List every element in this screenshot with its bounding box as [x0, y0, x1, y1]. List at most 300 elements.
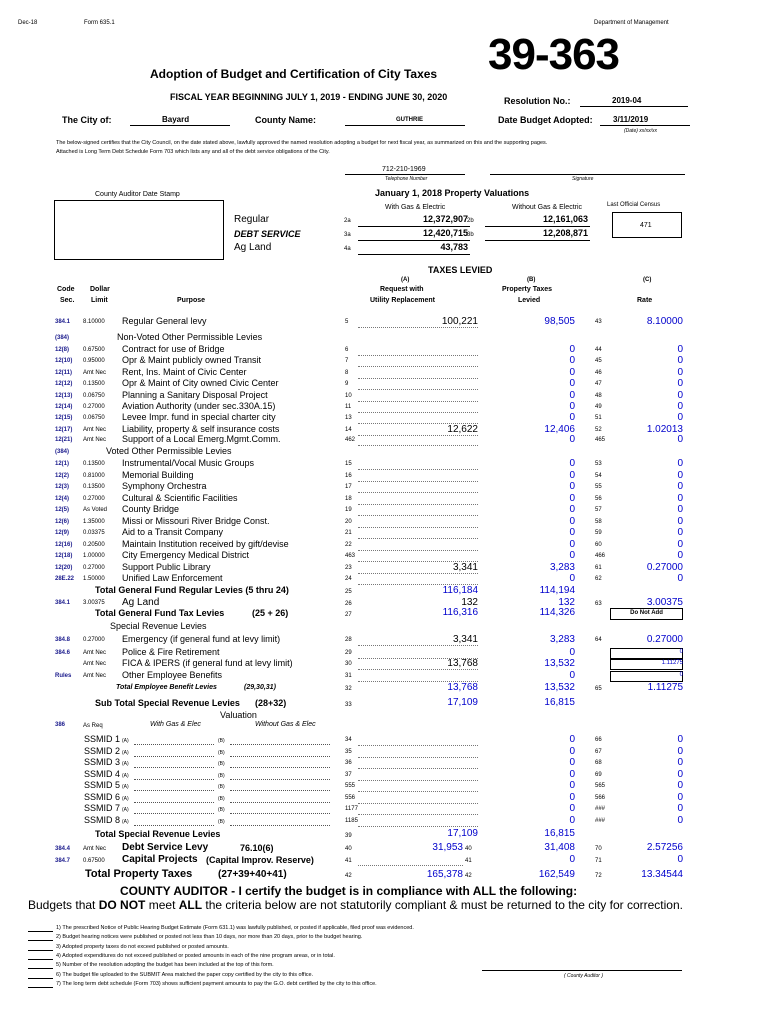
- capital-b[interactable]: 0: [569, 854, 575, 865]
- levy-limit: 0.27000: [83, 404, 105, 410]
- auditor-warning: Budgets that DO NOT meet ALL the criteria below are not statutorily compliant & must be returned to the city for correction.: [28, 898, 683, 912]
- levy-rate-value[interactable]: 0: [677, 344, 683, 355]
- levy-levied-value[interactable]: 0: [569, 516, 575, 527]
- benefit-a[interactable]: 13,768: [447, 682, 478, 693]
- levy-purpose: Unified Law Enforcement: [122, 573, 223, 583]
- line-number: 6: [345, 347, 349, 353]
- levy-request-value[interactable]: 100,221: [441, 316, 478, 327]
- levy-request-field[interactable]: [358, 574, 478, 585]
- line-number: 30: [345, 661, 352, 667]
- levy-request-field[interactable]: [358, 471, 478, 482]
- levy-request-value[interactable]: 3,341: [452, 562, 478, 573]
- ssmid-b-tag: (B): [218, 738, 225, 744]
- levy-levied-value[interactable]: 98,505: [544, 316, 575, 327]
- tsr-b[interactable]: 16,815: [544, 828, 575, 839]
- ssmid-rate-value[interactable]: 0: [677, 792, 683, 803]
- ssmid-a-tag: (A): [122, 761, 129, 767]
- line-number: 47: [595, 381, 602, 387]
- levy-rate-value[interactable]: 0: [677, 493, 683, 504]
- auditor-item: 6) The budget file uploaded to the SUBMIT Area matched the paper copy certified by the city to this office.: [56, 971, 314, 978]
- city-label: The City of:: [62, 115, 112, 125]
- levy-limit: 0.20500: [83, 542, 105, 548]
- levy-rate-value[interactable]: 0: [677, 573, 683, 584]
- ssmid-with-field[interactable]: [134, 802, 214, 803]
- line-number: 49: [595, 404, 602, 410]
- levy-code: 12(9): [55, 530, 70, 536]
- ssmid-levied-value[interactable]: 0: [569, 815, 575, 826]
- line-number: 34: [345, 737, 352, 743]
- special-levied-value[interactable]: 13,532: [544, 658, 575, 669]
- gf-total-label: Total General Fund Regular Levies (5 thru 24): [95, 585, 289, 595]
- ssmid-rate-value[interactable]: 0: [677, 734, 683, 745]
- line-number: 43: [595, 319, 602, 325]
- ssmid-levied-value[interactable]: 0: [569, 769, 575, 780]
- levy-levied-value[interactable]: 12,406: [544, 424, 575, 435]
- auditor-item: 5) Number of the resolution adopting the budget has been included at the top of this form.: [56, 962, 274, 969]
- ssmid-rate-value[interactable]: 0: [677, 757, 683, 768]
- ssmid-levied-value[interactable]: 0: [569, 734, 575, 745]
- debt-levy-b[interactable]: 31,408: [544, 842, 575, 853]
- line-number: 565: [595, 783, 606, 789]
- special-limit: Amt Nec: [83, 661, 107, 667]
- ag-with[interactable]: 43,783: [440, 242, 468, 252]
- line-number: 17: [345, 484, 352, 490]
- levy-request-field[interactable]: [358, 540, 478, 551]
- levy-code: 12(20): [55, 565, 73, 571]
- levy-rate-value[interactable]: 1.02013: [646, 424, 683, 435]
- special-levied-value[interactable]: 0: [569, 647, 575, 658]
- ssmid-a-tag: (A): [122, 819, 129, 825]
- levy-purpose: Regular General levy: [122, 316, 207, 326]
- total-taxes-c[interactable]: 13.34544: [641, 869, 683, 880]
- auditor-item: 1) The prescribed Notice of Public Hearing Budget Estimate (Form 631.1) was lawfully published, or posted if applicable, filed proof was evidenced.: [56, 925, 414, 931]
- line-number: 28: [345, 637, 352, 643]
- special-purpose: Police & Fire Retirement: [122, 647, 220, 657]
- levy-levied-value[interactable]: 0: [569, 539, 575, 550]
- ssmid-rate-value[interactable]: 0: [677, 780, 683, 791]
- levy-request-field[interactable]: [358, 482, 478, 493]
- ssmid-label: SSMID 2: [84, 746, 121, 756]
- levy-request-field[interactable]: [358, 356, 478, 367]
- line-number: 463: [345, 553, 356, 559]
- total-taxes-b[interactable]: 162,549: [538, 869, 575, 880]
- levy-code: 12(12): [55, 381, 73, 387]
- levy-request-field[interactable]: [358, 528, 478, 539]
- levy-rate-value[interactable]: 0: [677, 401, 683, 412]
- ssmid-levied-value[interactable]: 0: [569, 780, 575, 791]
- levy-limit: 0.67500: [83, 347, 105, 353]
- line-number: 53: [595, 461, 602, 467]
- census-value[interactable]: 471: [640, 222, 652, 229]
- levy-code: 384.1: [55, 319, 71, 325]
- certify-text-1: The below-signed certifies that the City Council, on the date stated above, lawfully approved the named resolution adopting a budget for next fiscal year, as summarized on this and the supporting pages.: [56, 140, 548, 146]
- auditor-item: 2) Budget hearing notices were published or posted not less than 10 days, nor more than 20 days, prior to the budget hearing.: [56, 934, 363, 941]
- levy-purpose: City Emergency Medical District: [122, 550, 250, 560]
- auditor-check-field[interactable]: [28, 959, 53, 960]
- line-number: 31: [345, 673, 352, 679]
- ssmid-levied-value[interactable]: 0: [569, 757, 575, 768]
- debt-levy-a[interactable]: 31,953: [432, 842, 463, 853]
- ssmid-label: SSMID 7: [84, 803, 121, 813]
- ssmid-label: SSMID 5: [84, 780, 121, 790]
- levy-request-field[interactable]: [358, 435, 478, 446]
- special-purpose: FICA & IPERS (if general fund at levy limit): [122, 658, 293, 668]
- levy-rate-value[interactable]: 0: [677, 390, 683, 401]
- ssmid-request-field[interactable]: [358, 793, 478, 804]
- levy-request-field[interactable]: [358, 379, 478, 390]
- levy-purpose: Maintain Institution received by gift/devise: [122, 539, 289, 549]
- line-number: 64: [595, 637, 602, 643]
- line-number: 52: [595, 427, 602, 433]
- employee-benefit-label: Total Employee Benefit Levies: [116, 684, 217, 691]
- debt-without[interactable]: 12,208,871: [542, 228, 588, 238]
- levy-request-field[interactable]: [358, 413, 478, 424]
- levy-rate-value[interactable]: 0: [677, 481, 683, 492]
- levy-purpose: Support Public Library: [122, 562, 211, 572]
- special-levied-value[interactable]: 0: [569, 670, 575, 681]
- levy-limit: 1.35000: [83, 519, 105, 525]
- levy-levied-value[interactable]: 0: [569, 493, 575, 504]
- levy-code: 12(14): [55, 404, 73, 410]
- levy-purpose: Rent, Ins. Maint of Civic Center: [122, 367, 247, 377]
- line-number: 55: [595, 484, 602, 490]
- levy-limit: As Voted: [83, 507, 108, 513]
- line-number: 18: [345, 496, 352, 502]
- special-levied-value[interactable]: 3,283: [549, 634, 575, 645]
- line-number: 9: [345, 381, 349, 387]
- ssmid-request-field[interactable]: [358, 758, 478, 769]
- ssmid-a-tag: (A): [122, 796, 129, 802]
- special-request-field[interactable]: [358, 635, 478, 646]
- line-number: 37: [345, 772, 352, 778]
- levy-purpose: Symphony Orchestra: [122, 481, 207, 491]
- ssmid-a-tag: (A): [122, 807, 129, 813]
- ssmid-with-field[interactable]: [134, 790, 214, 791]
- benefit-b[interactable]: 13,532: [544, 682, 575, 693]
- levy-levied-value[interactable]: 3,283: [549, 562, 575, 573]
- levy-levied-value[interactable]: 0: [569, 504, 575, 515]
- tsr-a[interactable]: 17,109: [447, 828, 478, 839]
- line-number: 19: [345, 507, 352, 513]
- levy-purpose: Contract for use of Bridge: [122, 344, 225, 354]
- levy-code: 12(21): [55, 437, 73, 443]
- line-number: 36: [345, 760, 352, 766]
- ssmid-rate-value[interactable]: 0: [677, 746, 683, 757]
- line-number: 48: [595, 393, 602, 399]
- gf-tax-levies-a[interactable]: 116,316: [442, 607, 478, 618]
- levy-purpose: County Bridge: [122, 504, 180, 514]
- regular-with[interactable]: 12,372,907: [422, 214, 468, 224]
- levy-levied-value[interactable]: 0: [569, 550, 575, 561]
- census-label: Last Official Census: [607, 202, 661, 208]
- line-number: 59: [595, 530, 602, 536]
- levy-code: 12(17): [55, 427, 73, 433]
- regular-without[interactable]: 12,161,063: [542, 214, 588, 224]
- auditor-check-field[interactable]: [28, 950, 53, 951]
- ssmid-without-field[interactable]: [230, 825, 330, 826]
- ssmid-b-tag: (B): [218, 819, 225, 825]
- line-number: 54: [595, 473, 602, 479]
- special-purpose: Emergency (if general fund at levy limit): [122, 634, 281, 644]
- date-adopted-label: Date Budget Adopted:: [498, 115, 593, 125]
- levy-rate-value[interactable]: 0: [677, 516, 683, 527]
- date-adopted-value[interactable]: 3/11/2019: [613, 115, 649, 124]
- levy-rate-value[interactable]: 0: [677, 470, 683, 481]
- ssmid-without-field[interactable]: [230, 790, 330, 791]
- levy-rate-value[interactable]: 0: [677, 434, 683, 445]
- line-number: 61: [595, 565, 602, 571]
- auditor-check-field[interactable]: [28, 940, 53, 941]
- levy-request-field[interactable]: [358, 494, 478, 505]
- line-number: ###: [595, 818, 606, 824]
- line-number: 5: [345, 319, 349, 325]
- levy-request-field[interactable]: [358, 368, 478, 379]
- ag-land-b[interactable]: 132: [558, 597, 575, 608]
- line-number: 44: [595, 347, 602, 353]
- levy-request-field[interactable]: [358, 402, 478, 413]
- stamp-label: County Auditor Date Stamp: [95, 191, 180, 198]
- ssmid-with-field[interactable]: [134, 813, 214, 814]
- levy-code: 12(6): [55, 519, 70, 525]
- auditor-check-field[interactable]: [28, 968, 53, 969]
- levy-rate-value[interactable]: 0: [677, 539, 683, 550]
- levy-purpose: Support of a Local Emerg.Mgmt.Comm.: [122, 434, 281, 444]
- line-number: 66: [595, 737, 602, 743]
- levy-request-field[interactable]: [358, 317, 478, 328]
- line-number: 556: [345, 795, 356, 801]
- line-number: 10: [345, 393, 352, 399]
- ssmid-request-field[interactable]: [358, 804, 478, 815]
- levy-rate-value[interactable]: 0: [677, 550, 683, 561]
- levy-purpose: Instrumental/Vocal Music Groups: [122, 458, 255, 468]
- ssmid-without-field[interactable]: [230, 756, 330, 757]
- ssmid-a-tag: (A): [122, 773, 129, 779]
- without-gas-header: Without Gas & Electric: [512, 204, 583, 211]
- levy-code: 28E.22: [55, 576, 75, 582]
- levy-levied-value[interactable]: 0: [569, 573, 575, 584]
- levy-code: 12(11): [55, 370, 73, 376]
- special-purpose: Other Employee Benefits: [122, 670, 223, 680]
- auditor-check-field[interactable]: [28, 931, 53, 932]
- levy-code: 12(10): [55, 358, 73, 364]
- ssmid-request-field[interactable]: [358, 747, 478, 758]
- levy-levied-value[interactable]: 0: [569, 355, 575, 366]
- auditor-item: 7) The long term debt schedule (Form 703) shows sufficient payment amounts to pay the G.O. debt certified by the city to this office.: [56, 980, 377, 987]
- subtotal-label: Sub Total Special Revenue Levies: [95, 698, 240, 708]
- gf-total-a[interactable]: 116,184: [442, 585, 478, 596]
- ssmid-a-tag: (A): [122, 784, 129, 790]
- ag-land-a[interactable]: 132: [461, 597, 478, 608]
- levy-levied-value[interactable]: 0: [569, 481, 575, 492]
- special-rate-value[interactable]: 0: [679, 649, 683, 655]
- levy-levied-value[interactable]: 0: [569, 470, 575, 481]
- debt-with[interactable]: 12,420,715: [422, 228, 468, 238]
- line-number: 56: [595, 496, 602, 502]
- gf-tax-levies-b[interactable]: 114,326: [539, 607, 575, 618]
- levy-rate-value[interactable]: 0.27000: [646, 562, 683, 573]
- levy-levied-value[interactable]: 0: [569, 390, 575, 401]
- subtotal-a[interactable]: 17,109: [447, 697, 478, 708]
- levy-limit: Amt Nec: [83, 427, 107, 433]
- levy-request-field[interactable]: [358, 459, 478, 470]
- ssmid-without-field[interactable]: [230, 779, 330, 780]
- signature-label: Signature: [572, 176, 594, 182]
- line-number: 22: [345, 542, 352, 548]
- ssmid-rate-value[interactable]: 0: [677, 803, 683, 814]
- levy-limit: 1.00000: [83, 553, 105, 559]
- levy-limit: Amt Nec: [83, 437, 107, 443]
- levy-rate-value[interactable]: 0: [677, 355, 683, 366]
- special-request-field[interactable]: [358, 671, 478, 682]
- levy-limit: 0.13500: [83, 484, 105, 490]
- ssmid-label: SSMID 6: [84, 792, 121, 802]
- line-number: 57: [595, 507, 602, 513]
- levy-rate-value[interactable]: 0: [677, 367, 683, 378]
- ssmid-label: SSMID 3: [84, 757, 121, 767]
- ssmid-with-field[interactable]: [134, 767, 214, 768]
- ssmid-a-tag: (A): [122, 750, 129, 756]
- auditor-check-field[interactable]: [28, 987, 53, 988]
- with-gas-header: With Gas & Electric: [385, 204, 446, 211]
- subtotal-b[interactable]: 16,815: [544, 697, 575, 708]
- levy-rate-value[interactable]: 8.10000: [646, 316, 683, 327]
- line-number: 20: [345, 519, 352, 525]
- date-format-hint: (Date) xx/xx/xx: [624, 128, 658, 134]
- ssmid-levied-value[interactable]: 0: [569, 803, 575, 814]
- total-special-revenue-label: Total Special Revenue Levies: [95, 829, 221, 839]
- levy-request-field[interactable]: [358, 551, 478, 562]
- levy-request-field[interactable]: [358, 517, 478, 528]
- fiscal-year: FISCAL YEAR BEGINNING JULY 1, 2019 - ENDING JUNE 30, 2020: [170, 92, 448, 102]
- levy-limit: 0.27000: [83, 496, 105, 502]
- line-number: 58: [595, 519, 602, 525]
- line-number: ###: [595, 806, 606, 812]
- ssmid-with-field[interactable]: [134, 744, 214, 745]
- levy-levied-value[interactable]: 0: [569, 458, 575, 469]
- page-title: Adoption of Budget and Certification of City Taxes: [150, 67, 438, 81]
- levy-rate-value[interactable]: 0: [677, 412, 683, 423]
- levy-request-field[interactable]: [358, 505, 478, 516]
- levy-code: 12(18): [55, 553, 73, 559]
- valuation-heading: Valuation: [220, 710, 257, 720]
- levy-code: 12(16): [55, 542, 73, 548]
- ag-land-levy-label: Ag Land: [122, 597, 160, 608]
- auditor-item: 3) Adopted property taxes do not exceed published or posted amounts.: [56, 943, 229, 950]
- levy-levied-value[interactable]: 0: [569, 378, 575, 389]
- capital-c[interactable]: 0: [677, 854, 683, 865]
- ssmid-without-field[interactable]: [230, 813, 330, 814]
- line-number: 23: [345, 565, 352, 571]
- levy-request-value[interactable]: 12,622: [447, 424, 478, 435]
- levy-limit: 1.50000: [83, 576, 105, 582]
- ag-land-c[interactable]: 3.00375: [646, 597, 683, 608]
- ssmid-a-tag: (A): [122, 738, 129, 744]
- levy-limit: 0.06750: [83, 393, 105, 399]
- levy-request-field[interactable]: [358, 563, 478, 574]
- line-number: 60: [595, 542, 602, 548]
- ssmid-without-field[interactable]: [230, 767, 330, 768]
- ssmid-with-field[interactable]: [134, 825, 214, 826]
- ssmid-rate-value[interactable]: 0: [677, 769, 683, 780]
- ssmid-request-field[interactable]: [358, 816, 478, 827]
- levy-limit: 0.13500: [83, 381, 105, 387]
- ssmid-levied-value[interactable]: 0: [569, 792, 575, 803]
- levy-rate-value[interactable]: 0: [677, 504, 683, 515]
- debt-service-label: DEBT SERVICE: [234, 229, 301, 239]
- special-rate-value[interactable]: 0: [679, 672, 683, 678]
- special-limit: 0.27000: [83, 637, 105, 643]
- special-request-field[interactable]: [358, 659, 478, 670]
- phone-label: Telephone Number: [385, 176, 428, 182]
- levy-code: 12(1): [55, 461, 70, 467]
- ssmid-levied-value[interactable]: 0: [569, 746, 575, 757]
- levy-section-heading: Voted Other Permissible Levies: [106, 446, 232, 456]
- levy-rate-value[interactable]: 0: [677, 378, 683, 389]
- levy-levied-value[interactable]: 0: [569, 412, 575, 423]
- ssmid-with-field[interactable]: [134, 779, 214, 780]
- debt-levy-c[interactable]: 2.57256: [646, 842, 683, 853]
- ssmid-label: SSMID 1: [84, 734, 121, 744]
- line-number: 45: [595, 358, 602, 364]
- county-value[interactable]: GUTHRIE: [396, 117, 423, 123]
- phone-value[interactable]: 712-210-1969: [382, 166, 426, 173]
- line-number: 15: [345, 461, 352, 467]
- ssmid-label: SSMID 8: [84, 815, 121, 825]
- line-number: 29: [345, 650, 352, 656]
- benefit-c[interactable]: 1.11275: [647, 682, 683, 693]
- line-number: 46: [595, 370, 602, 376]
- line-number: 1185: [345, 818, 358, 824]
- auditor-signature-label: ( County Auditor ): [564, 973, 603, 979]
- ssmid-request-field[interactable]: [358, 781, 478, 792]
- special-request-value[interactable]: 13,768: [447, 658, 478, 669]
- resolution-value[interactable]: 2019-04: [612, 96, 642, 105]
- special-rate-value[interactable]: 0.27000: [646, 634, 683, 645]
- levy-levied-value[interactable]: 0: [569, 527, 575, 538]
- levy-levied-value[interactable]: 0: [569, 434, 575, 445]
- levy-request-field[interactable]: [358, 391, 478, 402]
- levy-rate-value[interactable]: 0: [677, 527, 683, 538]
- special-code: 384.6: [55, 650, 71, 656]
- ssmid-request-field[interactable]: [358, 735, 478, 746]
- ssmid-without-field[interactable]: [230, 744, 330, 745]
- levy-levied-value[interactable]: 0: [569, 344, 575, 355]
- levy-levied-value[interactable]: 0: [569, 401, 575, 412]
- ssmid-request-field[interactable]: [358, 770, 478, 781]
- gf-total-b[interactable]: 114,194: [539, 585, 575, 596]
- ssmid-b-tag: (B): [218, 784, 225, 790]
- auditor-check-field[interactable]: [28, 978, 53, 979]
- levy-purpose: Opr & Maint publicly owned Transit: [122, 355, 262, 365]
- ag-land-label: Ag Land: [234, 242, 272, 253]
- levy-request-field[interactable]: [358, 345, 478, 356]
- ssmid-with-field[interactable]: [134, 756, 214, 757]
- levy-purpose: Cultural & Scientific Facilities: [122, 493, 238, 503]
- ssmid-rate-value[interactable]: 0: [677, 815, 683, 826]
- taxes-levied-title: TAXES LEVIED: [428, 265, 493, 275]
- line-number: 62: [595, 576, 602, 582]
- levy-rate-value[interactable]: 0: [677, 458, 683, 469]
- special-rate-value[interactable]: 1.11275: [661, 660, 683, 666]
- ssmid-without-field[interactable]: [230, 802, 330, 803]
- levy-levied-value[interactable]: 0: [569, 367, 575, 378]
- total-taxes-a[interactable]: 165,378: [426, 869, 463, 880]
- line-number: 1177: [345, 806, 358, 812]
- special-request-value[interactable]: 3,341: [452, 634, 478, 645]
- city-value[interactable]: Bayard: [162, 115, 190, 124]
- line-number: 68: [595, 760, 602, 766]
- line-number: 69: [595, 772, 602, 778]
